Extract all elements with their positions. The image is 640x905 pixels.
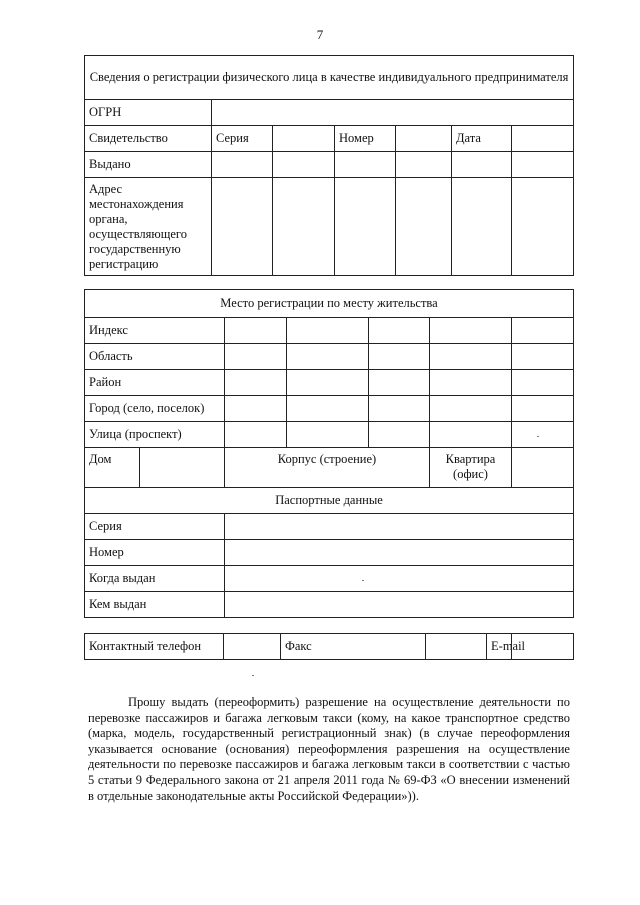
city-label: Город (село, поселок)	[85, 396, 225, 422]
district-field-2[interactable]	[287, 370, 369, 396]
email-label: E-mail	[487, 634, 574, 660]
issued-field-5[interactable]	[452, 152, 512, 178]
apartment-label: Квартира (офис)	[430, 448, 512, 488]
page-number: 7	[316, 27, 324, 42]
passport-series-label: Серия	[85, 514, 225, 540]
passport-issue-date-label: Когда выдан	[85, 566, 225, 592]
index-field-2[interactable]	[287, 318, 369, 344]
authority-address-field-5[interactable]	[452, 178, 512, 276]
region-field-1[interactable]	[225, 344, 287, 370]
apartment-field[interactable]	[512, 448, 574, 488]
issued-field-3[interactable]	[335, 152, 396, 178]
residence-passport-table	[84, 289, 574, 618]
region-label: Область	[85, 344, 225, 370]
email-field[interactable]	[511, 633, 574, 659]
certificate-series-label: Серия	[212, 126, 273, 152]
fax-label: Факс	[281, 634, 426, 660]
authority-address-field-6[interactable]	[512, 178, 574, 276]
phone-field[interactable]	[224, 634, 281, 660]
district-field-5[interactable]	[512, 370, 574, 396]
region-field-4[interactable]	[430, 344, 512, 370]
passport-issue-date-field[interactable]	[225, 566, 574, 592]
index-field-1[interactable]	[225, 318, 287, 344]
passport-issued-by-label: Кем выдан	[85, 592, 225, 618]
street-field-1[interactable]	[225, 422, 287, 448]
ogrn-field[interactable]	[212, 100, 574, 126]
passport-issued-by-field[interactable]	[225, 592, 574, 618]
authority-address-label: Адрес местонахождения органа, осуществляющего государственную регистрацию	[85, 178, 212, 276]
ogrn-label: ОГРН	[85, 100, 212, 126]
city-field-3[interactable]	[369, 396, 430, 422]
city-field-1[interactable]	[225, 396, 287, 422]
street-field-4[interactable]	[430, 422, 512, 448]
certificate-series-field[interactable]	[273, 126, 335, 152]
ip-registration-table	[84, 55, 574, 276]
district-field-1[interactable]	[225, 370, 287, 396]
building-label: Корпус (строение)	[225, 448, 430, 488]
street-field-5[interactable]	[512, 422, 574, 448]
index-field-3[interactable]	[369, 318, 430, 344]
authority-address-field-2[interactable]	[273, 178, 335, 276]
house-field[interactable]	[140, 448, 225, 488]
city-field-5[interactable]	[512, 396, 574, 422]
house-label: Дом	[85, 448, 140, 488]
region-field-3[interactable]	[369, 344, 430, 370]
certificate-label: Свидетельство	[85, 126, 212, 152]
request-text: Прошу выдать (переоформить) разрешение на осуществление деятельности по перевозке пассажиров и багажа легковым такси (кому, на какое транспортное средство (марка, модель, государственный регистрационный знак) (в случае переоформления указывается основание (основания) переоформления разрешения на осуществление деятельности по перевозке пассажиров и багажа легковым такси в соответствии с частью 5 статьи 9 Федерального закона от 21 апреля 2011 года № 69-ФЗ «О внесении изменений в отдельные законодательные акты Российской Федерации»)).	[88, 695, 570, 803]
certificate-number-label: Номер	[335, 126, 396, 152]
street-field-2[interactable]	[287, 422, 369, 448]
index-label: Индекс	[85, 318, 225, 344]
passport-number-label: Номер	[85, 540, 225, 566]
authority-address-field-3[interactable]	[335, 178, 396, 276]
city-field-2[interactable]	[287, 396, 369, 422]
fax-field[interactable]	[426, 634, 487, 660]
issued-field-4[interactable]	[396, 152, 452, 178]
phone-label: Контактный телефон	[85, 634, 224, 660]
region-field-2[interactable]	[287, 344, 369, 370]
certificate-date-label: Дата	[452, 126, 512, 152]
issued-field-1[interactable]	[212, 152, 273, 178]
issued-field-2[interactable]	[273, 152, 335, 178]
district-field-4[interactable]	[430, 370, 512, 396]
certificate-date-field[interactable]	[512, 126, 574, 152]
index-field-4[interactable]	[430, 318, 512, 344]
index-field-5[interactable]	[512, 318, 574, 344]
request-paragraph	[88, 695, 570, 804]
residence-title: Место регистрации по месту жительства	[85, 290, 574, 318]
passport-number-field[interactable]	[225, 540, 574, 566]
district-label: Район	[85, 370, 225, 396]
street-field-3[interactable]	[369, 422, 430, 448]
city-field-4[interactable]	[430, 396, 512, 422]
issued-field-6[interactable]	[512, 152, 574, 178]
contacts-table	[84, 633, 574, 660]
authority-address-field-4[interactable]	[396, 178, 452, 276]
issued-label: Выдано	[85, 152, 212, 178]
passport-series-field[interactable]	[225, 514, 574, 540]
certificate-number-field[interactable]	[396, 126, 452, 152]
district-field-3[interactable]	[369, 370, 430, 396]
region-field-5[interactable]	[512, 344, 574, 370]
ip-registration-title: Сведения о регистрации физического лица в качестве индивидуального предпринимателя	[85, 56, 574, 100]
authority-address-field-1[interactable]	[212, 178, 273, 276]
street-label: Улица (проспект)	[85, 422, 225, 448]
passport-title: Паспортные данные	[85, 488, 574, 514]
